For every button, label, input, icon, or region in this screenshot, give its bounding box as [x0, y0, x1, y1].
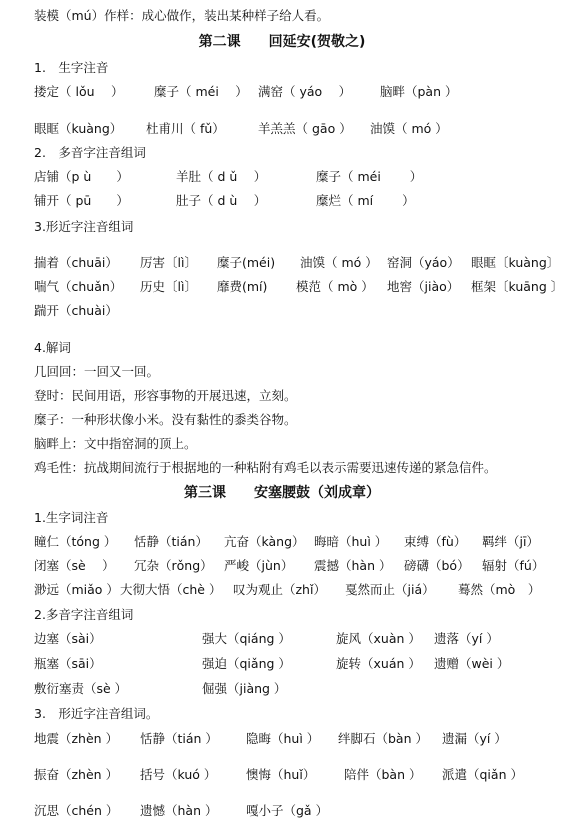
vocab-item: 严峻（jùn） — [224, 558, 294, 573]
vocab-item: 恬静（tián ） — [140, 731, 218, 746]
vocab-item: 边塞（sài） — [34, 631, 102, 646]
vocab-item: 恬静（tián） — [134, 534, 208, 549]
vocab-item: 搂定（ lǒu ） — [34, 84, 124, 99]
vocab-item: 历史〔lì〕 — [140, 279, 197, 294]
vocab-item: 脑畔（pàn ） — [380, 84, 458, 99]
vocab-item: 强迫（qiǎng ） — [202, 656, 291, 671]
vocab-item: 磅礴（bó） — [404, 558, 470, 573]
vocab-item: 模范（ mò ） — [296, 279, 374, 294]
vocab-item: 振奋（zhèn ） — [34, 767, 119, 782]
vocab-item: 踹开（chuài） — [34, 303, 118, 318]
vocab-item: 铺开（ pū ） — [34, 193, 129, 208]
vocab-item: 遗落（yí ） — [434, 631, 499, 646]
definition-line: 糜子：一种形状像小米。没有黏性的黍类谷物。 — [34, 412, 297, 427]
vocab-item: 羁绊（jī） — [482, 534, 539, 549]
vocab-item: 遗赠（wèi ） — [434, 656, 510, 671]
vocab-item: 遗憾（hàn ） — [140, 803, 218, 818]
vocab-item: 渺远（miǎo ） — [34, 582, 119, 597]
vocab-item: 懊悔（huǐ） — [246, 767, 316, 782]
vocab-item: 肚子（ d ù ） — [176, 193, 267, 208]
lesson2-title: 第二课 回延安(贺敬之) — [198, 34, 366, 50]
vocab-item: 绊脚石（bàn ） — [338, 731, 428, 746]
vocab-item: 括号（kuó ） — [140, 767, 217, 782]
vocab-item: 揣着（chuāi） — [34, 255, 118, 270]
vocab-item: 瞳仁（tóng ） — [34, 534, 117, 549]
vocab-item: 糜子(méi) — [217, 255, 276, 270]
vocab-item: 旋风（xuàn ） — [336, 631, 421, 646]
vocab-item: 靡费(mí) — [217, 279, 268, 294]
vocab-item: 旋转（xuán ） — [336, 656, 421, 671]
vocab-item: 隐晦（huì ） — [246, 731, 320, 746]
vocab-item: 戛然而止（jiá） — [345, 582, 435, 597]
vocab-item: 眼眶（kuàng） — [34, 121, 123, 136]
vocab-item: 大彻大悟（chè ） — [120, 582, 222, 597]
lesson2-s2-heading: 2. 多音字注音组词 — [34, 145, 146, 160]
vocab-item: 油馍（ mó ） — [370, 121, 448, 136]
vocab-item: 眼眶〔kuàng〕 — [471, 255, 560, 270]
intro-line: 装模（mú）作样：成心做作，装出某种样子给人看。 — [34, 8, 330, 23]
lesson3-s1-heading: 1.生字词注音 — [34, 510, 109, 525]
definition-line: 鸡毛性：抗战期间流行于根据地的一种粘附有鸡毛以表示需要迅速传递的紧急信件。 — [34, 460, 497, 475]
vocab-item: 陪伴（bàn ） — [344, 767, 422, 782]
vocab-item: 羊羔羔（ gāo ） — [258, 121, 352, 136]
lesson2-s4-heading: 4.解词 — [34, 340, 71, 355]
vocab-item: 遗漏（yí ） — [442, 731, 507, 746]
vocab-item: 地窖（jiào） — [387, 279, 460, 294]
vocab-item: 杜甫川（ fǔ） — [146, 121, 225, 136]
vocab-item: 敷衍塞责（sè ） — [34, 681, 128, 696]
vocab-item: 派遣（qiǎn ） — [442, 767, 523, 782]
vocab-item: 瓶塞（sāi） — [34, 656, 102, 671]
vocab-item: 厉害〔lì〕 — [140, 255, 197, 270]
definition-line: 几回回：一回又一回。 — [34, 364, 160, 379]
vocab-item: 晦暗（huì ） — [314, 534, 388, 549]
vocab-item: 叹为观止（zhǐ） — [233, 582, 326, 597]
vocab-item: 店铺（p ù ） — [34, 169, 129, 184]
definition-line: 登时：民间用语，形容事物的开展迅速，立刻。 — [34, 388, 297, 403]
lesson3-title: 第三课 安塞腰鼓（刘成章） — [184, 485, 380, 501]
vocab-item: 满窑（ yáo ） — [258, 84, 352, 99]
lesson3-s3-heading: 3. 形近字注音组词。 — [34, 706, 159, 721]
vocab-item: 羊肚（ d ǔ ） — [176, 169, 267, 184]
vocab-item: 震撼（hàn ） — [314, 558, 392, 573]
vocab-item: 束缚（fù） — [404, 534, 467, 549]
vocab-item: 亢奋（kàng） — [224, 534, 305, 549]
vocab-item: 框架〔kuāng 〕 — [471, 279, 564, 294]
vocab-item: 辐射（fú） — [482, 558, 545, 573]
vocab-item: 喘气（chuǎn） — [34, 279, 123, 294]
lesson2-s1-heading: 1. 生字注音 — [34, 60, 109, 75]
vocab-item: 地震（zhèn ） — [34, 731, 119, 746]
vocab-item: 糜子（ méi ） — [154, 84, 248, 99]
vocab-item: 糜烂（ mí ） — [316, 193, 415, 208]
lesson2-s3-heading: 3.形近字注音组词 — [34, 219, 134, 234]
vocab-item: 冗杂（rǒng） — [134, 558, 213, 573]
vocab-item: 倔强（jiàng ） — [202, 681, 287, 696]
vocab-item: 嘎小子（gǎ ） — [246, 803, 329, 818]
vocab-item: 闭塞（sè ） — [34, 558, 115, 573]
lesson3-s2-heading: 2.多音字注音组词 — [34, 607, 134, 622]
vocab-item: 蓦然（mò ） — [458, 582, 541, 597]
vocab-item: 油馍（ mó ） — [300, 255, 378, 270]
vocab-item: 糜子（ méi ） — [316, 169, 423, 184]
vocab-item: 沉思（chén ） — [34, 803, 119, 818]
vocab-item: 强大（qiáng ） — [202, 631, 291, 646]
definition-line: 脑畔上：文中指窑洞的顶上。 — [34, 436, 197, 451]
vocab-item: 窑洞（yáo） — [387, 255, 460, 270]
